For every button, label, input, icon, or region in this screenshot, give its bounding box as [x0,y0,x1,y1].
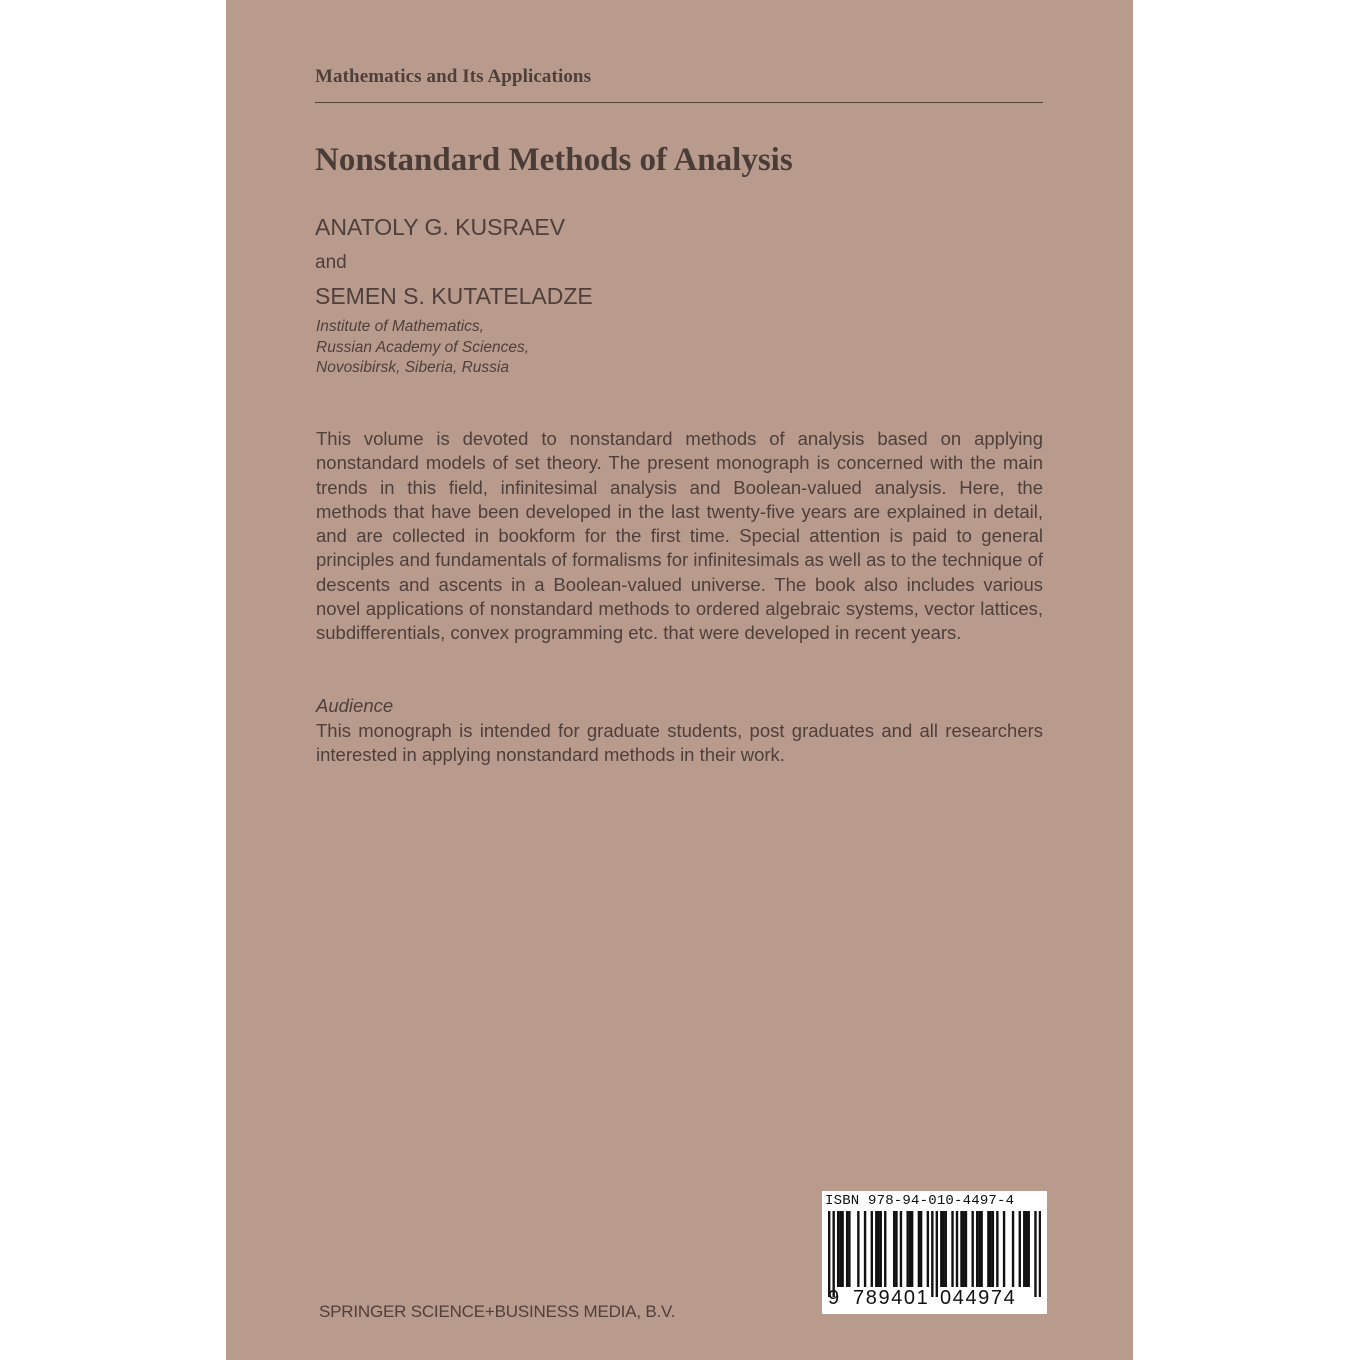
barcode-bar [909,1211,911,1287]
barcode-bar [1003,1211,1005,1287]
affiliation-line: Russian Academy of Sciences, [316,338,530,356]
barcode-bar [940,1211,942,1287]
barcode-bar [837,1211,839,1287]
barcode-bar [980,1211,982,1287]
ean-lead-digit: 9 [828,1287,840,1309]
barcode-bar [911,1211,913,1287]
back-cover [226,0,1133,1360]
barcode-bar [846,1211,848,1287]
barcode-bar [893,1211,895,1287]
barcode-bar [987,1211,989,1287]
barcode-bars [828,1211,1041,1297]
book-title: Nonstandard Methods of Analysis [315,142,793,178]
barcode-bar [880,1211,882,1287]
barcode-bar [906,1211,908,1287]
isbn-barcode [822,1191,1047,1314]
barcode-bar [978,1211,980,1287]
barcode-bar [1034,1211,1036,1297]
author-name-1: ANATOLY G. KUSRAEV [315,214,566,240]
affiliation-line: Institute of Mathematics, [316,318,484,335]
barcode-bar [971,1211,973,1287]
barcode-bar [828,1211,830,1297]
barcode-bar [989,1211,991,1287]
barcode-bar [841,1211,843,1287]
isbn-label: ISBN 978-94-010-4497-4 [825,1193,1015,1209]
barcode-bar [1028,1211,1030,1287]
header-rule [315,102,1043,103]
barcode-bar [965,1211,967,1287]
barcode-bar [871,1211,873,1287]
publisher-name: SPRINGER SCIENCE+BUSINESS MEDIA, B.V. [319,1302,676,1321]
barcode-bar [884,1211,886,1287]
barcode-bar [931,1211,933,1297]
audience-description: This monograph is intended for graduate students, post graduates and all researchers interested in applying nonstandard methods in their work. [316,720,1043,766]
barcode-bar [864,1211,866,1287]
barcode-bar [956,1211,958,1287]
author-conjunction: and [315,252,347,273]
barcode-bar [918,1211,920,1287]
barcode-bar [1023,1211,1025,1287]
barcode-bar [839,1211,841,1287]
author-name-2: SEMEN S. KUTATELADZE [315,283,593,309]
barcode-bar [942,1211,944,1287]
barcode-bar [927,1211,929,1287]
barcode-bar [875,1211,877,1287]
barcode-bar [992,1211,994,1287]
barcode-bar [1039,1211,1041,1297]
affiliation-line: Novosibirsk, Siberia, Russia [316,359,509,376]
series-title: Mathematics and Its Applications [315,66,592,87]
barcode-bar [976,1211,978,1287]
barcode-bar [936,1211,938,1297]
barcode-bar [960,1211,962,1287]
affiliation [316,317,529,379]
ean-group-left: 789401 [853,1287,930,1309]
barcode-bar [951,1211,953,1287]
barcode-bar [1012,1211,1014,1287]
barcode-bar [877,1211,879,1287]
barcode-bar [832,1211,834,1297]
barcode-bar [895,1211,897,1287]
barcode-bar [1019,1211,1021,1287]
audience-heading: Audience [316,695,394,716]
book-description: This volume is devoted to nonstandard methods of analysis based on applying nonstandard models of set theory. The present monograph is concerned with the main trends in this field, infinitesimal analysis and Boolean-valued analysis. Here, the methods that have been developed in the last twenty-five years are explained in detail, and are collected in bookform for the first time. Special attention is paid to general principles and fundamentals of formalisms for infinitesimals as well as to the technique of descents and ascents in a Boolean-valued universe. The book also includes various novel applications of nonstandard methods to ordered algebraic systems, vector lattices, subdifferentials, convex programming etc. that were developed in recent years. [316,428,1043,644]
barcode-bar [848,1211,850,1287]
barcode-bar [1025,1211,1027,1287]
barcode-bar [996,1211,998,1287]
ean-group-right: 044974 [940,1287,1017,1309]
barcode-bar [900,1211,902,1287]
barcode-bar [945,1211,947,1287]
barcode-bar [920,1211,922,1287]
barcode-bar [963,1211,965,1287]
barcode-bar [857,1211,859,1287]
